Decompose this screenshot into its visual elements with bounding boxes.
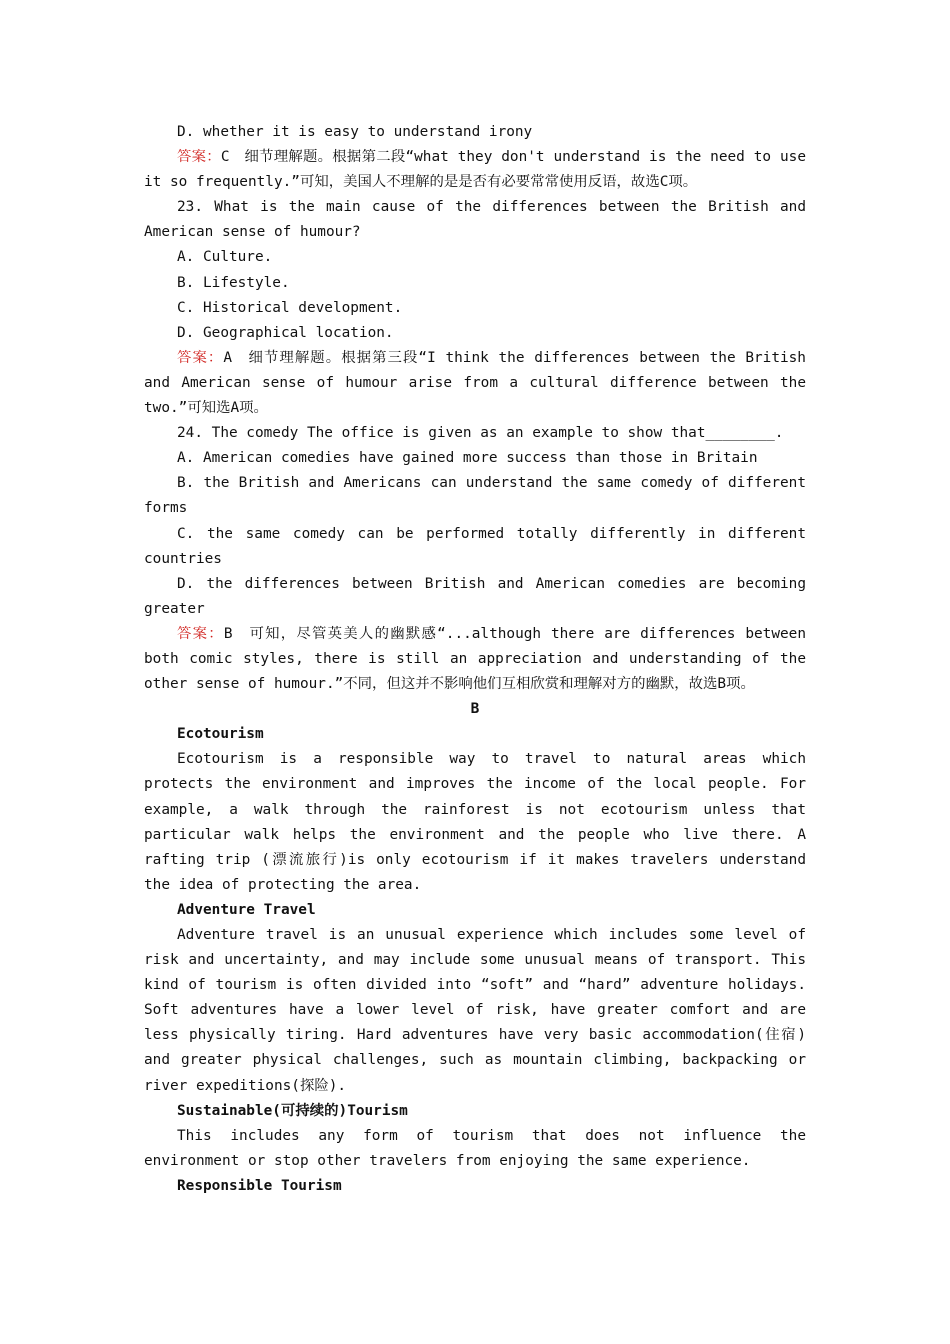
- answer-label: 答案：: [177, 625, 224, 642]
- q24-option-a: A. American comedies have gained more success than those in Britain: [177, 450, 758, 467]
- q24-option-b: B. the British and Americans can understand the same comedy of different forms: [144, 475, 806, 517]
- section-body: Adventure travel is an unusual experience which includes some level of risk and uncertainty, and may include some unusual means of transport. This kind of tourism is often divided into “soft” and “hard” adventure holidays. Soft adventures have a lower level of risk, have greater comfort and are less physically tiring. Hard adventures have very basic accommodation(住宿) and greater physical challenges, such as mountain climbing, backpacking or river expeditions(探险).: [144, 927, 806, 1094]
- section-body: This includes any form of tourism that does not influence the environment or stop other travelers from enjoying the same experience.: [144, 1127, 806, 1169]
- passage-label: B: [470, 701, 480, 718]
- q23-option-a: A. Culture.: [177, 249, 273, 266]
- section-heading: Adventure Travel: [177, 901, 316, 918]
- q24-answer: [144, 622, 806, 697]
- q23-question: 23. What is the main cause of the differences between the British and American sense of humour?: [144, 199, 806, 241]
- q22-option-d: D. whether it is easy to understand irony: [177, 124, 533, 140]
- document-page: [144, 120, 806, 1199]
- section-heading: Responsible Tourism: [177, 1177, 342, 1194]
- section-heading: Ecotourism: [177, 726, 264, 743]
- answer-text: C 细节理解题。根据第二段“what they don't understand is the need to use it so frequently.”可知，美国人不理解的是是否有必要常常使用反语，故选C项。: [144, 149, 806, 191]
- q23-option-c: C. Historical development.: [177, 299, 403, 316]
- answer-text: A 细节理解题。根据第三段“I think the differences between the British and American sense of humour arise from a cultural difference between the two.”可知选A项。: [144, 349, 806, 417]
- q24-option-c: C. the same comedy can be performed totally differently in different countries: [144, 525, 806, 567]
- q24-question: 24. The comedy The office is given as an example to show that________.: [177, 425, 784, 442]
- q24-option-d: D. the differences between British and American comedies are becoming greater: [144, 575, 806, 617]
- answer-text: B 可知，尽管英美人的幽默感“...although there are differences between both comic styles, there is still an appreciation and understanding of the other sense of humour.”不同，但这并不影响他们互相欣赏和理解对方的幽默，故选B项。: [144, 625, 806, 693]
- section-body: Ecotourism is a responsible way to travel to natural areas which protects the environment and improves the income of the local people. For example, a walk through the rainforest is not ecotourism unless that particular walk helps the environment and the people who live there. A rafting trip (漂流旅行)is only ecotourism if it makes travelers understand the idea of protecting the area.: [144, 751, 806, 893]
- q22-answer: [144, 145, 806, 195]
- section-heading: Sustainable(可持续的)Tourism: [177, 1102, 408, 1119]
- answer-label: 答案：: [177, 149, 221, 166]
- q23-option-b: B. Lifestyle.: [177, 274, 290, 291]
- q23-answer: [144, 346, 806, 421]
- q23-option-d: D. Geographical location.: [177, 324, 394, 341]
- answer-label: 答案：: [177, 349, 224, 366]
